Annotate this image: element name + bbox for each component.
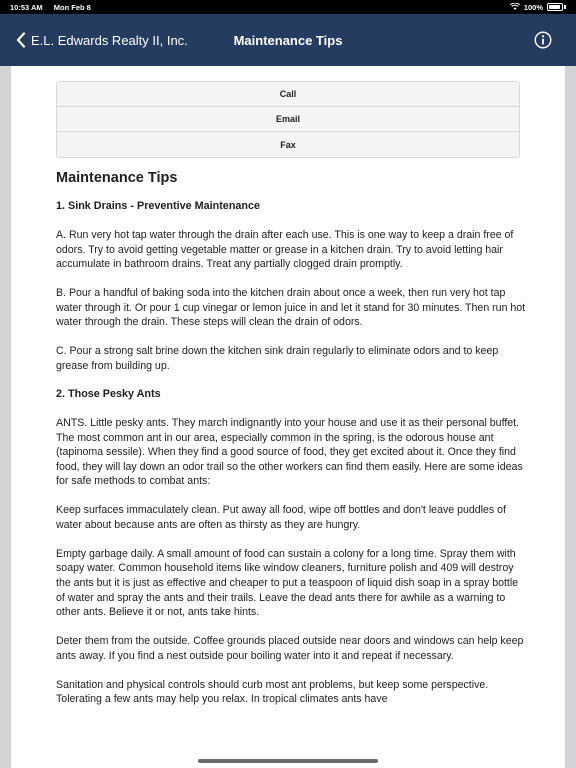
home-indicator[interactable] <box>198 759 378 763</box>
battery-percent: 100% <box>523 2 543 12</box>
paragraph: ANTS. Little pesky ants. They march indignantly into your house and use it as their personal buffet. The most common ant in our area, especially common in the spring, is the odorous house ant (tapinoma sessile). When they find a good source of food, they get excited about it. Once they find food, they will lay down an odor trail so the other workers can find them easily. Here are some ideas for safe methods to combat ants: <box>56 416 523 488</box>
paragraph: Empty garbage daily. A small amount of food can sustain a colony for a long time. Spray them with soapy water. Common household items like window cleaners, furniture polish and 409 will destroy the ants but it is just as effective and cheaper to put a teaspoon of liquid dish soap in a spray bottle of water and spray the ants and their trails. Leave the dead ants there for awhile as a warning to other ants. Believe it or not, ants take hints. <box>56 547 519 619</box>
status-bar <box>0 0 576 14</box>
status-right <box>510 3 566 12</box>
status-date: Mon Feb 8 <box>53 2 91 12</box>
paragraph: A. Run very hot tap water through the drain after each use. This is one way to keep a drain free of odors. Try to avoid getting vegetable matter or grease in a kitchen drain. Try to avoid letting hair accumulate in bathroom drains. Treat any partially clogged drain promptly. <box>56 229 514 271</box>
call-button[interactable]: Call <box>57 82 519 107</box>
section-heading-ants: 2. Those Pesky Ants <box>56 387 161 400</box>
paragraph: Deter them from the outside. Coffee grounds placed outside near doors and windows can help keep ants away. If you find a nest outside pour boiling water into it and repeat if necessary. <box>56 635 524 662</box>
email-button[interactable]: Email <box>57 107 519 132</box>
contact-buttons <box>56 81 520 158</box>
wifi-icon <box>510 3 520 11</box>
article-title: Maintenance Tips <box>56 170 178 186</box>
page-title: Maintenance Tips <box>233 32 343 48</box>
paragraph: C. Pour a strong salt brine down the kitchen sink drain regularly to eliminate odors and to keep grease from building up. <box>56 345 499 372</box>
content-area[interactable] <box>11 66 565 768</box>
paragraph: Sanitation and physical controls should curb most ant problems, but keep some perspective. Tolerating a few ants may help you relax. In tropical climates ants have <box>56 678 489 706</box>
back-button[interactable] <box>16 14 188 66</box>
fax-button[interactable]: Fax <box>57 132 519 157</box>
back-label: E.L. Edwards Realty II, Inc. <box>31 32 188 48</box>
battery-icon <box>547 3 563 11</box>
left-gutter <box>0 66 11 768</box>
paragraph: B. Pour a handful of baking soda into the kitchen drain about once a week, then run very hot tap water through it. Or pour 1 cup vinegar or lemon juice in and let it stand for 30 minutes. Then run hot water through the drain. These steps will clean the drain of odors. <box>56 287 526 329</box>
navigation-bar <box>0 14 576 66</box>
paragraph: Keep surfaces immaculately clean. Put away all food, wipe off bottles and don't leave puddles of water about because ants are often as thirsty as they are hungry. <box>56 504 506 531</box>
status-time: 10:53 AM <box>10 2 43 12</box>
section-heading-sink-drains: 1. Sink Drains - Preventive Maintenance <box>56 200 261 212</box>
battery-tip <box>564 5 566 9</box>
chevron-left-icon <box>16 32 26 48</box>
status-left <box>10 3 100 12</box>
right-gutter <box>565 66 576 768</box>
info-icon[interactable] <box>534 31 552 49</box>
article <box>56 170 526 721</box>
